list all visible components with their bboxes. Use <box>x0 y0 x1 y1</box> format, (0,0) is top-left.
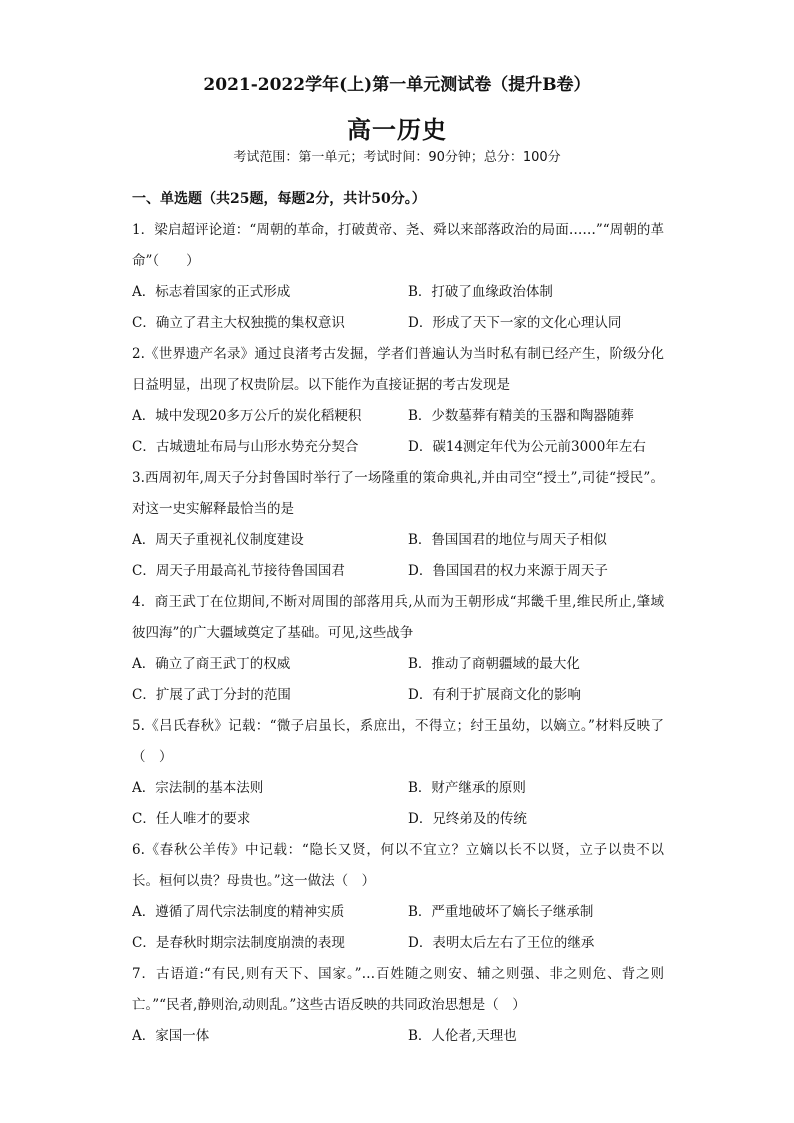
exam-title: 2021-2022学年(上)第一单元测试卷（提升B卷） <box>203 75 591 95</box>
option-row <box>132 401 664 432</box>
option-c: C．古城遗址布局与山形水势充分契合 <box>132 439 359 455</box>
option-a: A．家国一体 <box>132 1028 210 1044</box>
option-a: A．城中发现20多万公斤的炭化稻粳积 <box>132 408 362 424</box>
option-b: B．打破了血缘政治体制 <box>408 284 553 300</box>
exam-content <box>132 184 664 1052</box>
option-d: D．碳14测定年代为公元前3000年左右 <box>408 439 646 455</box>
option-row <box>132 928 664 959</box>
question-5 <box>132 711 664 835</box>
exam-subject: 高一历史 <box>347 115 447 144</box>
option-b: B．严重地破坏了嫡长子继承制 <box>408 904 594 920</box>
option-c: C．周天子用最高礼节接待鲁国国君 <box>132 563 345 579</box>
question-stem: 6.《春秋公羊传》中记载：“隐长又贤，何以不宜立？立嫡以长不以贤，立子以贵不以长。桓何以贵？母贵也。”这一做法（ ） <box>132 842 664 889</box>
option-row <box>132 649 664 680</box>
option-b: B．财产继承的原则 <box>408 780 526 796</box>
option-row <box>132 680 664 711</box>
question-4 <box>132 587 664 711</box>
option-a: A．遵循了周代宗法制度的精神实质 <box>132 904 345 920</box>
question-3 <box>132 463 664 587</box>
option-a: A．确立了商王武丁的权威 <box>132 656 291 672</box>
option-row <box>132 804 664 835</box>
option-row <box>132 773 664 804</box>
option-row <box>132 308 664 339</box>
option-c: C．任人唯才的要求 <box>132 811 251 827</box>
option-b: B．鲁国国君的地位与周天子相似 <box>408 532 607 548</box>
option-row <box>132 525 664 556</box>
option-a: A．宗法制的基本法则 <box>132 780 264 796</box>
option-c: C．确立了君主大权独揽的集权意识 <box>132 315 345 331</box>
section-heading: 一、单选题（共25题，每题2分，共计50分。） <box>132 191 426 207</box>
question-stem: 4．商王武丁在位期间,不断对周围的部落用兵,从而为王朝形成“邦畿千里,维民所止,肇域彼四海”的广大疆域奠定了基础。可见,这些战争 <box>132 594 664 641</box>
option-a: A．标志着国家的正式形成 <box>132 284 291 300</box>
option-b: B．人伦者,天理也 <box>408 1028 517 1044</box>
option-c: C．是春秋时期宗法制度崩溃的表现 <box>132 935 345 951</box>
option-row <box>132 277 664 308</box>
option-d: D．形成了天下一家的文化心理认同 <box>408 315 622 331</box>
option-d: D．鲁国国君的权力来源于周天子 <box>408 563 608 579</box>
option-d: D．兄终弟及的传统 <box>408 811 527 827</box>
question-7 <box>132 959 664 1052</box>
question-6 <box>132 835 664 959</box>
exam-info: 考试范围：第一单元；考试时间：90分钟；总分：100分 <box>233 150 561 165</box>
question-stem: 1．梁启超评论道：“周朝的革命，打破黄帝、尧、舜以来部落政治的局面……”“周朝的革命”（ ） <box>132 222 664 269</box>
question-stem: 2.《世界遗产名录》通过良渚考古发掘，学者们普遍认为当时私有制已经产生，阶级分化日益明显，出现了权贵阶层。以下能作为直接证据的考古发现是 <box>132 346 664 393</box>
option-a: A．周天子重视礼仪制度建设 <box>132 532 304 548</box>
question-2 <box>132 339 664 463</box>
option-b: B．推动了商朝疆域的最大化 <box>408 656 580 672</box>
option-d: D．表明太后左右了王位的继承 <box>408 935 595 951</box>
option-row <box>132 556 664 587</box>
question-stem: 7．古语道:“有民,则有天下、国家。”…百姓随之则安、辅之则强、非之则危、背之则亡。”“民者,静则治,动则乱。”这些古语反映的共同政治思想是（ ） <box>132 966 664 1013</box>
option-b: B．少数墓葬有精美的玉器和陶器随葬 <box>408 408 634 424</box>
option-c: C．扩展了武丁分封的范围 <box>132 687 291 703</box>
question-1 <box>132 215 664 339</box>
question-stem: 3.西周初年,周天子分封鲁国时举行了一场隆重的策命典礼,并由司空“授土”,司徒“授民”。对这一史实解释最恰当的是 <box>132 470 664 517</box>
question-stem: 5.《吕氏春秋》记载：“微子启虽长，系庶出，不得立；纣王虽幼，以嫡立。”材料反映了（ ） <box>132 718 664 765</box>
option-row <box>132 897 664 928</box>
option-d: D．有利于扩展商文化的影响 <box>408 687 581 703</box>
option-row <box>132 432 664 463</box>
option-row <box>132 1021 664 1052</box>
